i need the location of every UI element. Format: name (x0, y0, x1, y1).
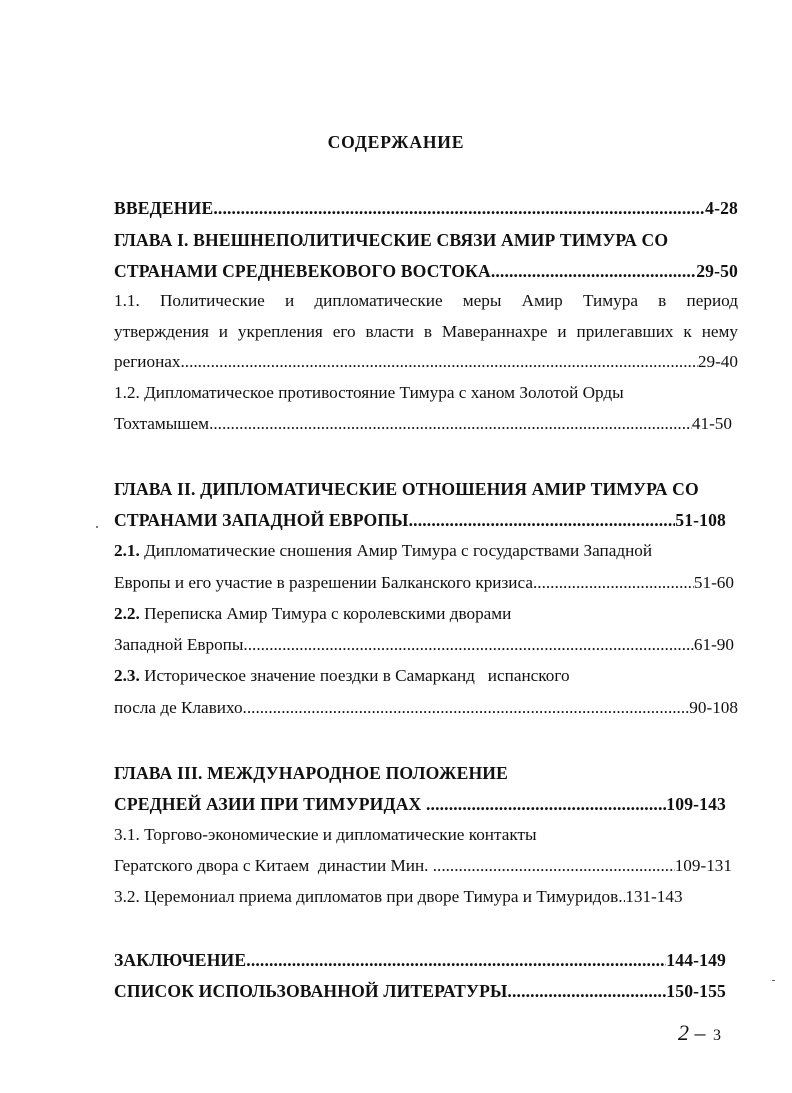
toc-section-2-2[interactable] (114, 633, 734, 657)
toc-chapter2-title-line2: СТРАНАМИ ЗАПАДНОЙ ЕВРОПЫ (114, 510, 409, 530)
leader-dots (409, 508, 676, 532)
toc-section-1-1-pages: 29-40 (697, 352, 738, 371)
printed-page-number: 3 (713, 1027, 721, 1044)
toc-section-2-3-number: 2.3. (114, 666, 140, 685)
toc-chapter3[interactable] (114, 792, 726, 816)
toc-section-2-1-text: Дипломатические сношения Амир Тимура с государствами Западной (139, 541, 653, 560)
toc-references-title: СПИСОК ИСПОЛЬЗОВАННОЙ ЛИТЕРАТУРЫ (114, 981, 508, 1001)
page-title: СОДЕРЖАНИЕ (327, 132, 465, 152)
toc-section-2-1-number: 2.1. (114, 541, 140, 560)
toc-section-3-2-line1: 3.2. Церемониал приема дипломатов при дворе Тимура и Тимуридов (114, 887, 619, 906)
toc-section-1-2-pages: 41-50 (691, 414, 732, 433)
toc-section-1-2-line1[interactable]: 1.2. Дипломатическое противостояние Тимура с ханом Золотой Орды (114, 383, 624, 402)
toc-chapter1-title-line1[interactable]: ГЛАВА I. ВНЕШНЕПОЛИТИЧЕСКИЕ СВЯЗИ АМИР ТИМУРА СО (114, 230, 669, 250)
toc-section-1-1-line3: регионах (114, 352, 181, 371)
leader-dots (426, 792, 666, 816)
toc-chapter1-pages: 29-50 (696, 261, 738, 281)
toc-conclusion-title: ЗАКЛЮЧЕНИЕ (114, 950, 247, 970)
toc-section-2-2-line2: Западной Европы (114, 635, 244, 654)
leader-dots (243, 696, 690, 720)
toc-section-1-1-line2[interactable]: утверждения и укрепления его власти в Мавераннахре и прилегавших к нему (114, 322, 738, 341)
toc-section-2-1[interactable] (114, 571, 734, 595)
toc-section-3-1-line1[interactable]: 3.1. Торгово-экономические и дипломатические контакты (114, 825, 537, 844)
scan-speck (772, 980, 775, 981)
toc-intro-pages: 4-28 (705, 198, 738, 218)
leader-dots (533, 571, 694, 595)
handwritten-page-number: 2 (678, 1020, 689, 1045)
toc-conclusion[interactable] (114, 948, 726, 972)
toc-section-2-3-pages: 90-108 (689, 698, 738, 717)
toc-chapter2-pages: 51-108 (675, 510, 726, 530)
toc-chapter3-title-line1[interactable]: ГЛАВА III. МЕЖДУНАРОДНОЕ ПОЛОЖЕНИЕ (114, 763, 509, 783)
toc-section-2-2-number: 2.2. (114, 604, 140, 623)
toc-section-3-1[interactable] (114, 854, 732, 878)
page-number-dash: – (694, 1020, 706, 1045)
toc-chapter3-pages: 109-143 (666, 794, 726, 814)
leader-dots (209, 412, 692, 436)
toc-section-1-1[interactable] (114, 350, 738, 374)
leader-dots (213, 196, 705, 220)
toc-references[interactable] (114, 979, 726, 1003)
leader-dots (507, 979, 666, 1003)
toc-section-2-3-line1[interactable] (114, 664, 738, 688)
toc-section-3-1-pages: 109-131 (674, 856, 732, 875)
toc-chapter2[interactable] (114, 508, 726, 532)
toc-section-1-1-line1[interactable]: 1.1. Политические и дипломатические меры Амир Тимура в период (114, 291, 738, 310)
toc-section-2-1-pages: 51-60 (693, 573, 734, 592)
leader-dots (491, 259, 696, 283)
toc-chapter3-title-line2: СРЕДНЕЙ АЗИИ ПРИ ТИМУРИДАХ (114, 794, 426, 814)
toc-section-3-1-line2: Гератского двора с Китаем династии Мин. (114, 856, 433, 875)
toc-section-2-2-pages: 61-90 (693, 635, 734, 654)
leader-dots (243, 633, 693, 657)
toc-section-2-3-text: Историческое значение поездки в Самарканд испанского (139, 666, 570, 685)
toc-section-1-2-line2: Тохтамышем (114, 414, 210, 433)
toc-section-2-2-line1[interactable] (114, 602, 738, 626)
scan-speck (96, 526, 98, 528)
toc-section-2-1-line2: Европы и его участие в разрешении Балканского кризиса (114, 573, 533, 592)
toc-section-1-2[interactable] (114, 412, 732, 436)
leader-dots (246, 948, 666, 972)
toc-chapter2-title-line1[interactable]: ГЛАВА II. ДИПЛОМАТИЧЕСКИЕ ОТНОШЕНИЯ АМИР ТИМУРА СО (114, 479, 699, 499)
toc-section-3-2[interactable] (114, 885, 736, 909)
page-number (678, 1020, 721, 1046)
toc-section-2-3[interactable] (114, 696, 738, 720)
leader-dots (618, 885, 625, 909)
toc-intro[interactable] (114, 196, 738, 220)
toc-conclusion-pages: 144-149 (666, 950, 726, 970)
leader-dots (180, 350, 697, 374)
toc-section-2-1-line1[interactable] (114, 539, 738, 563)
toc-intro-title: ВВЕДЕНИЕ (114, 198, 214, 218)
toc-section-3-2-pages: 131-143 (625, 887, 683, 906)
toc-chapter1[interactable] (114, 259, 738, 283)
leader-dots (433, 854, 675, 878)
toc-section-2-3-line2: посла де Клавихо (114, 698, 243, 717)
toc-chapter1-title-line2: СТРАНАМИ СРЕДНЕВЕКОВОГО ВОСТОКА (114, 261, 491, 281)
toc-section-2-2-text: Переписка Амир Тимура с королевскими дворами (139, 604, 512, 623)
toc-references-pages: 150-155 (666, 981, 726, 1001)
